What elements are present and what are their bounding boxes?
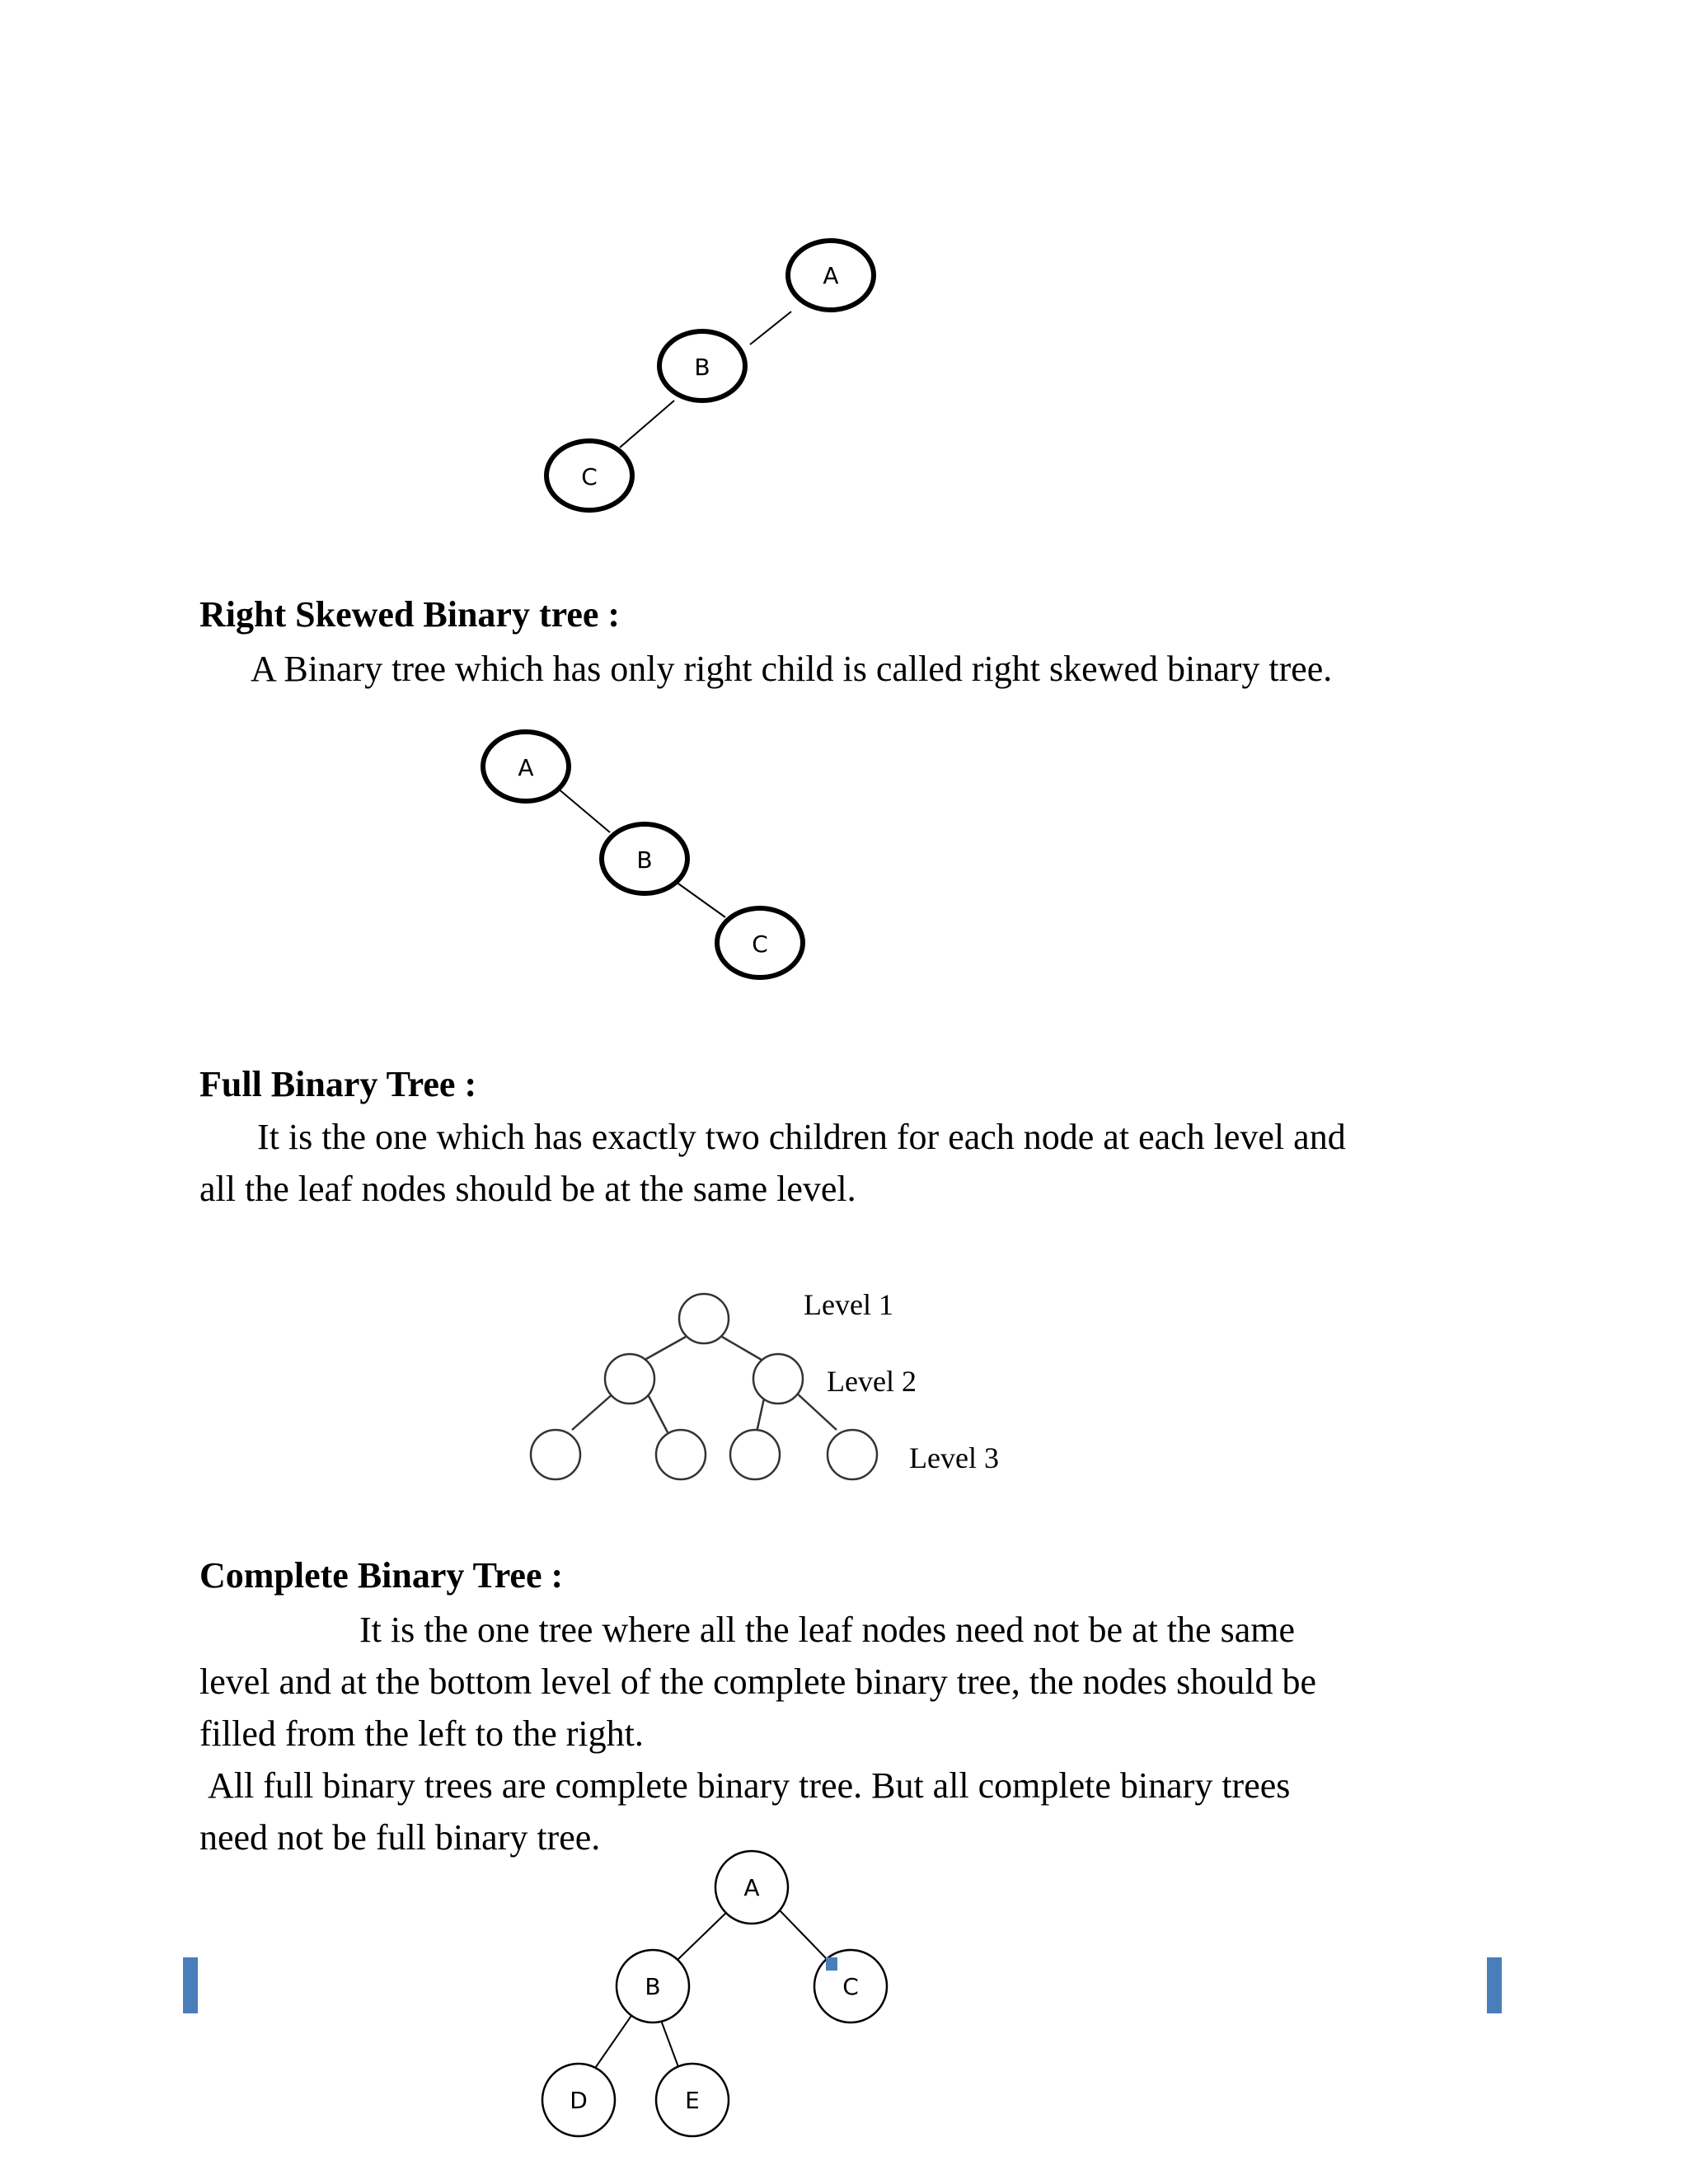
node-label: A — [518, 754, 534, 781]
tree-edge — [659, 2016, 681, 2074]
tree-node — [753, 1354, 803, 1404]
complete-tree-line-2: level and at the bottom level of the complete binary tree, the nodes should be — [199, 1661, 1317, 1702]
tree-edge — [645, 1337, 686, 1360]
level-label-3: Level 3 — [909, 1441, 999, 1474]
left-skewed-tree-diagram — [546, 241, 874, 510]
margin-marker-right — [1487, 1957, 1502, 2013]
edge-a-b — [557, 788, 610, 832]
complete-tree-line-3: filled from the left to the right. — [199, 1713, 644, 1754]
node-label: B — [645, 1973, 661, 2000]
edge-b-c — [620, 401, 674, 448]
complete-tree-line-1: It is the one tree where all the leaf nodes need not be at the same — [359, 1610, 1295, 1650]
node-label: C — [752, 930, 768, 958]
node-label: A — [823, 262, 839, 289]
node-label: A — [743, 1874, 760, 1901]
tree-edge — [590, 2011, 635, 2075]
level-label-2: Level 2 — [827, 1365, 917, 1398]
full-tree-line-2: all the leaf nodes should be at the same level. — [199, 1169, 856, 1209]
node-label: C — [581, 463, 598, 490]
complete-tree-heading: Complete Binary Tree : — [199, 1555, 564, 1596]
margin-marker-left — [183, 1957, 198, 2013]
margin-marker-mid — [826, 1957, 837, 1971]
full-tree-heading: Full Binary Tree : — [199, 1064, 477, 1104]
node-label: B — [636, 846, 653, 874]
tree-edge — [722, 1337, 762, 1360]
tree-node — [828, 1430, 877, 1479]
right-skewed-heading: Right Skewed Binary tree : — [199, 594, 621, 635]
tree-node — [605, 1354, 654, 1404]
edge-b-c — [676, 882, 725, 917]
node-label: D — [570, 2087, 588, 2114]
complete-tree-line-5: need not be full binary tree. — [199, 1817, 601, 1858]
tree-edge — [572, 1393, 614, 1430]
complete-binary-tree-diagram — [542, 1851, 887, 2136]
tree-edge — [757, 1394, 765, 1432]
full-tree-line-1: It is the one which has exactly two children for each node at each level and — [257, 1117, 1346, 1157]
level-label-1: Level 1 — [804, 1288, 893, 1321]
tree-node — [531, 1430, 580, 1479]
tree-edge — [648, 1394, 668, 1432]
tree-node — [656, 1430, 706, 1479]
node-label: E — [685, 2087, 700, 2114]
right-skewed-description: A Binary tree which has only right child is called right skewed binary tree. — [251, 649, 1333, 689]
tree-node — [679, 1294, 729, 1343]
complete-tree-line-4: All full binary trees are complete binary tree. But all complete binary trees — [208, 1765, 1291, 1806]
node-label: B — [694, 354, 710, 381]
tree-edge — [678, 1909, 730, 1960]
tree-edge — [778, 1909, 828, 1960]
edge-a-b — [750, 312, 791, 344]
right-skewed-tree-diagram — [483, 732, 803, 977]
node-label: C — [842, 1973, 859, 2000]
tree-node — [730, 1430, 780, 1479]
